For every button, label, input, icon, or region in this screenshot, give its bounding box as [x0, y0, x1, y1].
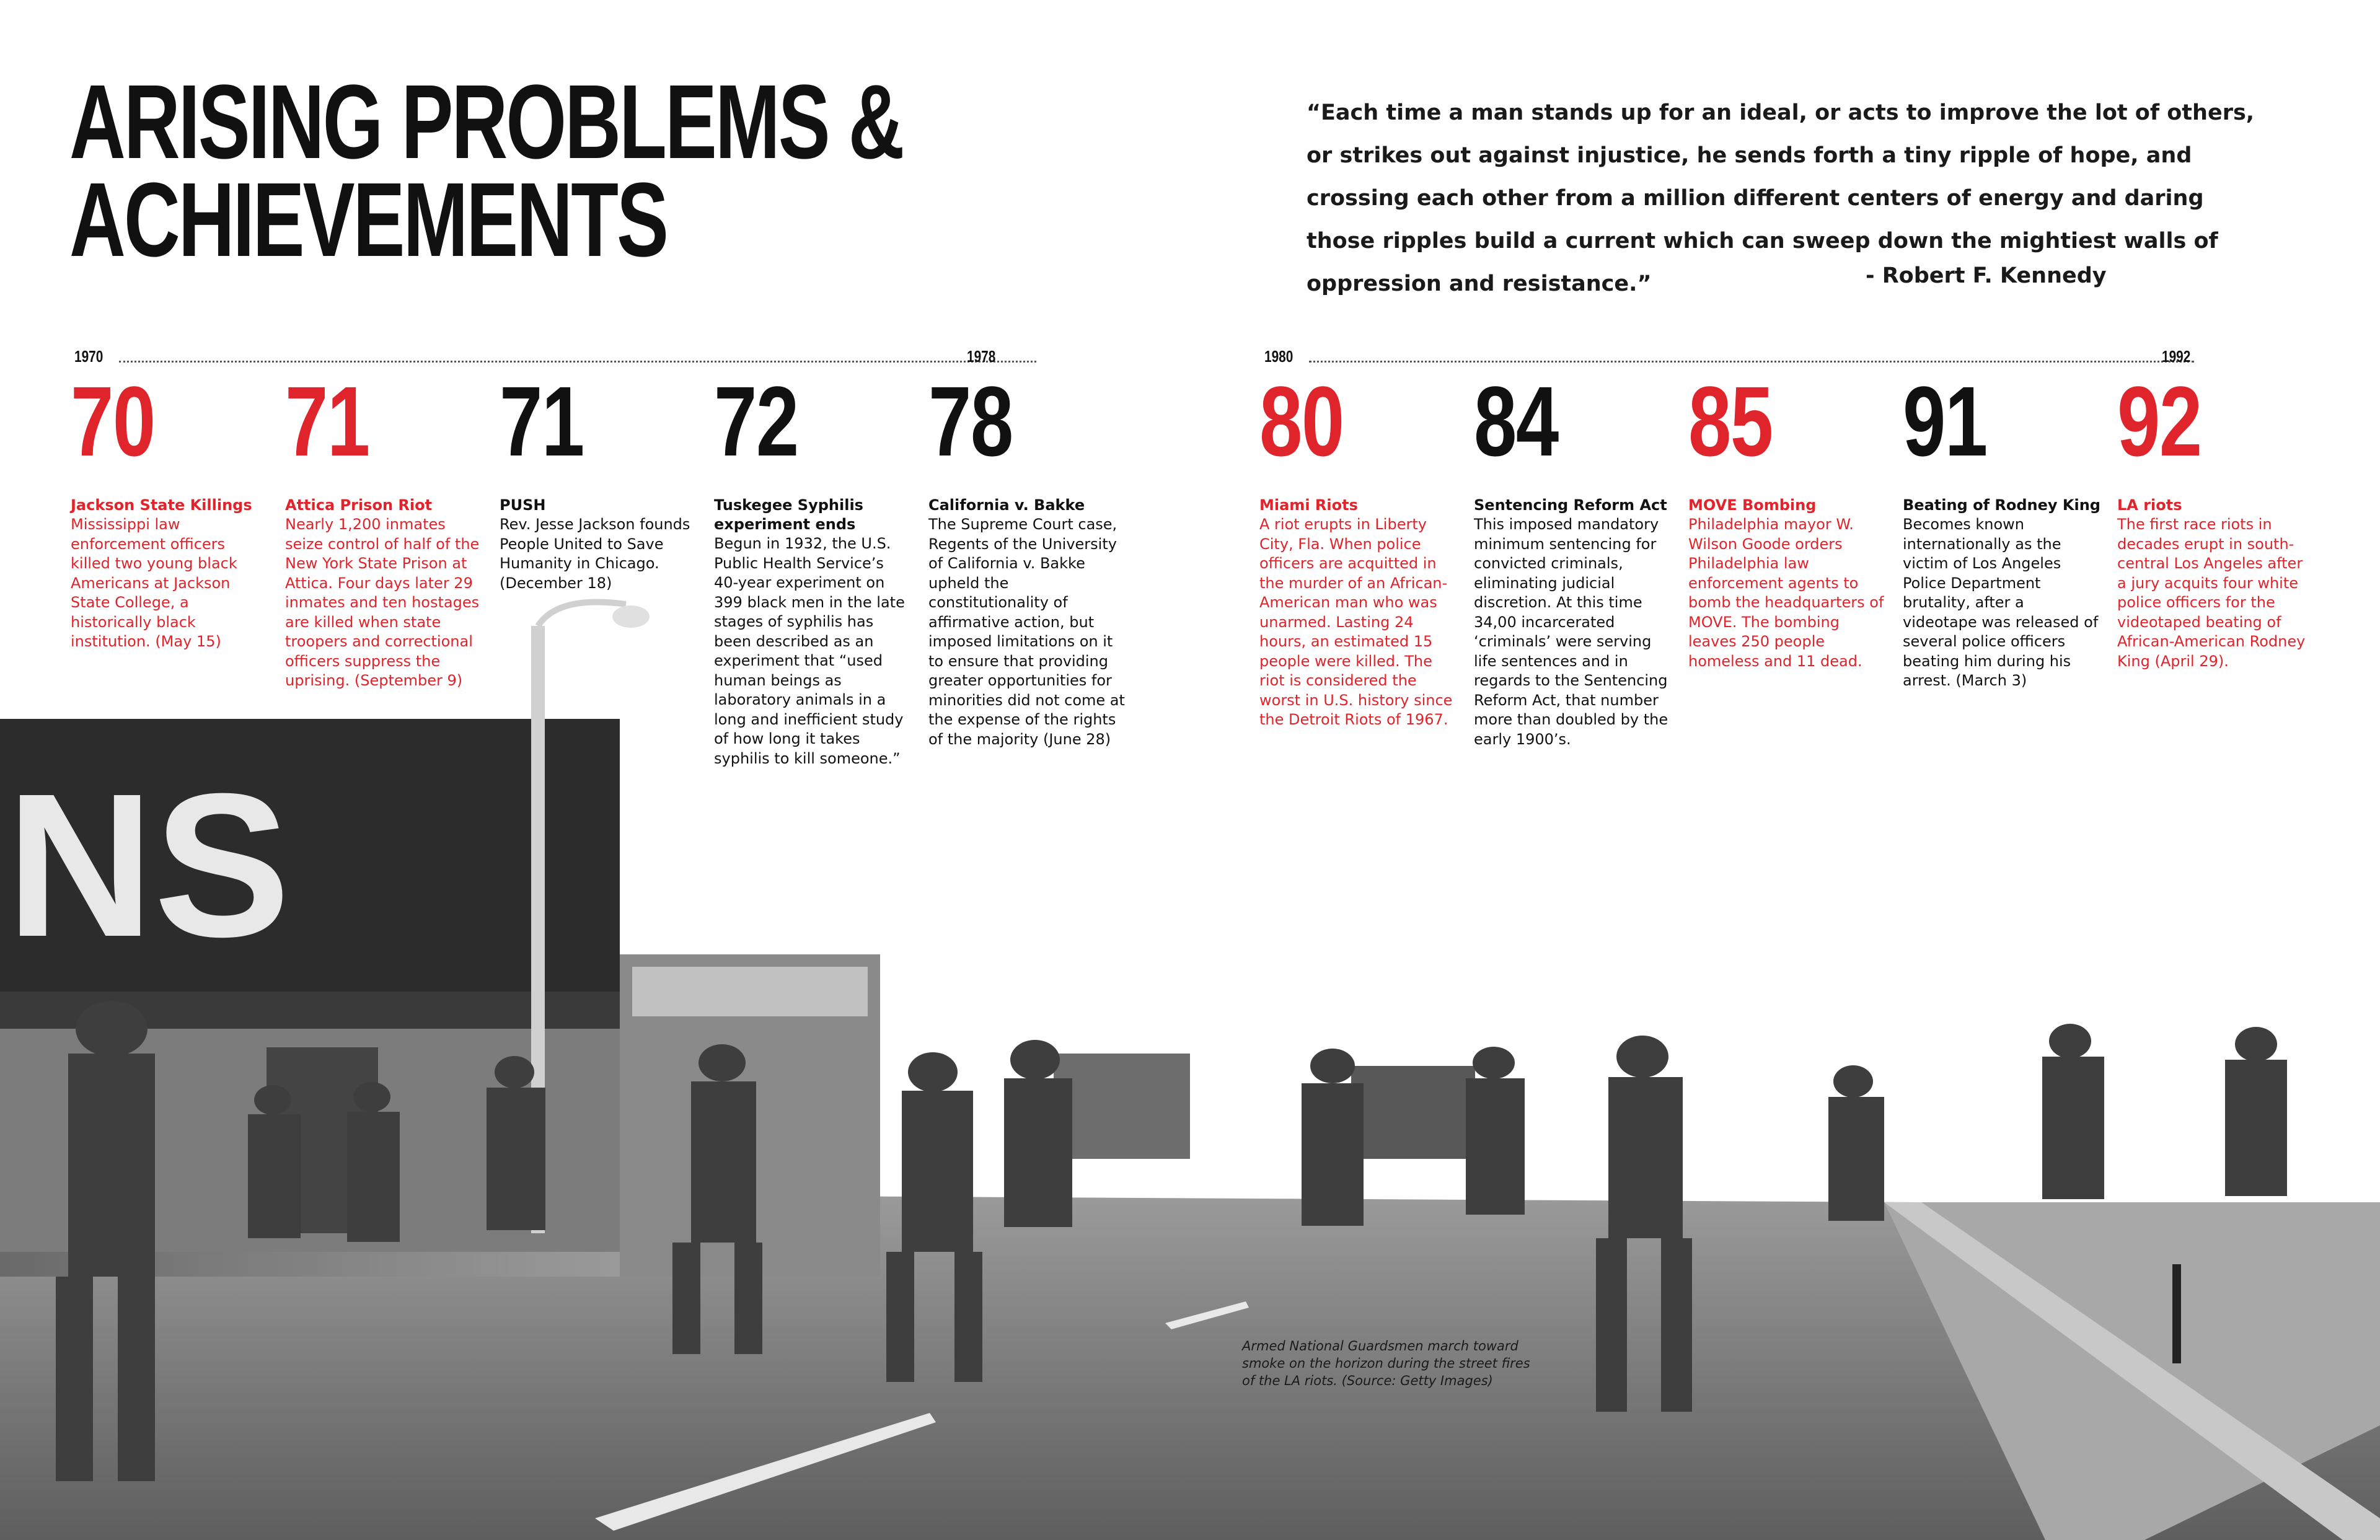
- event-year: 71: [500, 366, 584, 477]
- timeline-event: [500, 366, 698, 593]
- timeline-event: [928, 366, 1127, 749]
- event-heading: California v. Bakke: [928, 496, 1085, 514]
- event-year: 70: [71, 366, 155, 477]
- event-year: 72: [714, 366, 798, 477]
- timeline-event: [714, 366, 912, 768]
- event-heading: PUSH: [500, 496, 546, 514]
- event-description: A riot erupts in Liberty City, Fla. When police officers are acquitted in the murder of an African-American man who was unarmed. Lasting 24 hours, an estimated 15 people were killed. The riot is considered the worst in U.S. history since the Detroit Riots of 1967.: [1259, 516, 1453, 728]
- event-year: 71: [285, 366, 369, 477]
- event-description: Begun in 1932, the U.S. Public Health Service’s 40-year experiment on 399 black men in the late stages of syphilis has been described as an experiment that “used human beings as laboratory animals in a long and inefficient study of how long it takes syphilis to kill someone.”: [714, 535, 905, 767]
- event-description: This imposed mandatory minimum sentencing for convicted criminals, eliminating judicial discretion. At this time 34,00 incarcerated ‘criminals’ were serving life sentences and in regards to the Sentencing Reform Act, that number more than doubled by the early 1900’s.: [1474, 516, 1668, 748]
- range-divider: [1309, 361, 2194, 363]
- page-title: [69, 63, 903, 279]
- event-heading: Jackson State Killings: [71, 496, 252, 514]
- range-start-year: 1980: [1264, 347, 1294, 366]
- range-end-year: 1992: [2162, 347, 2191, 366]
- event-description: Nearly 1,200 inmates seize control of half of the New York State Prison at Attica. Four days later 29 inmates and ten hostages are killed when state troopers and correctional officers suppress the uprising. (September 9): [285, 516, 480, 689]
- range-start-year: 1970: [74, 347, 104, 366]
- timeline-event: [1259, 366, 1458, 730]
- event-description: The Supreme Court case, Regents of the University of California v. Bakke upheld the constitutionality of affirmative action, but imposed limitations on it to ensure that providing greater opportunities for minorities did not come at the expense of the rights of the majority (June 28): [928, 516, 1125, 748]
- event-description: Becomes known internationally as the victim of Los Angeles Police Department brutality, after a videotape was released of several police officers beating him during his arrest. (March 3): [1903, 516, 2099, 689]
- title-line-1: ARISING PROBLEMS &: [69, 63, 903, 181]
- event-year: 80: [1259, 366, 1344, 477]
- event-description: Mississippi law enforcement officers killed two young black Americans at Jackson State College, a historically black institution. (May 15): [71, 516, 237, 650]
- event-heading: Attica Prison Riot: [285, 496, 433, 514]
- event-year: 85: [1688, 366, 1773, 477]
- event-year: 92: [2117, 366, 2202, 477]
- event-description: The first race riots in decades erupt in south-central Los Angeles after a jury acquits four white police officers for the videotaped beating of African-American Rodney King (April 29).: [2117, 516, 2306, 670]
- title-line-2: ACHIEVEMENTS: [69, 161, 668, 279]
- range-divider: [119, 361, 1036, 363]
- event-year: 91: [1903, 366, 1987, 477]
- event-heading: Miami Riots: [1259, 496, 1358, 514]
- timeline-event: [1903, 366, 2101, 691]
- event-heading: Sentencing Reform Act: [1474, 496, 1667, 514]
- event-heading: Tuskegee Syphilis experiment ends: [714, 496, 863, 533]
- svg-text:NS: NS: [6, 750, 291, 979]
- event-heading: Beating of Rodney King: [1903, 496, 2100, 514]
- event-heading: LA riots: [2117, 496, 2182, 514]
- timeline-event: [1688, 366, 1887, 671]
- timeline-event: [1474, 366, 1672, 749]
- timeline-event: [71, 366, 269, 652]
- event-heading: MOVE Bombing: [1688, 496, 1817, 514]
- timeline-event: [285, 366, 483, 691]
- event-year: 78: [928, 366, 1013, 477]
- event-description: Rev. Jesse Jackson founds People United to Save Humanity in Chicago. (December 18): [500, 516, 690, 592]
- event-year: 84: [1474, 366, 1558, 477]
- event-description: Philadelphia mayor W. Wilson Goode orders Philadelphia law enforcement agents to bomb the headquarters of MOVE. The bombing leaves 250 people homeless and 11 dead.: [1688, 516, 1884, 670]
- range-end-year: 1978: [967, 347, 996, 366]
- timeline-event: [2117, 366, 2316, 671]
- quote-text: “Each time a man stands up for an ideal, or acts to improve the lot of others, or strikes out against injustice, he sends forth a tiny ripple of hope, and crossing each other from a million different centers of energy and daring those ripples build a current which can sweep down the mightiest walls of oppression and resistance.”: [1307, 100, 2255, 296]
- quote-attribution: - Robert F. Kennedy: [1866, 263, 2107, 288]
- photo-caption: Armed National Guardsmen march toward smoke on the horizon during the street fires of the LA riots. (Source: Getty Images): [1242, 1339, 1530, 1388]
